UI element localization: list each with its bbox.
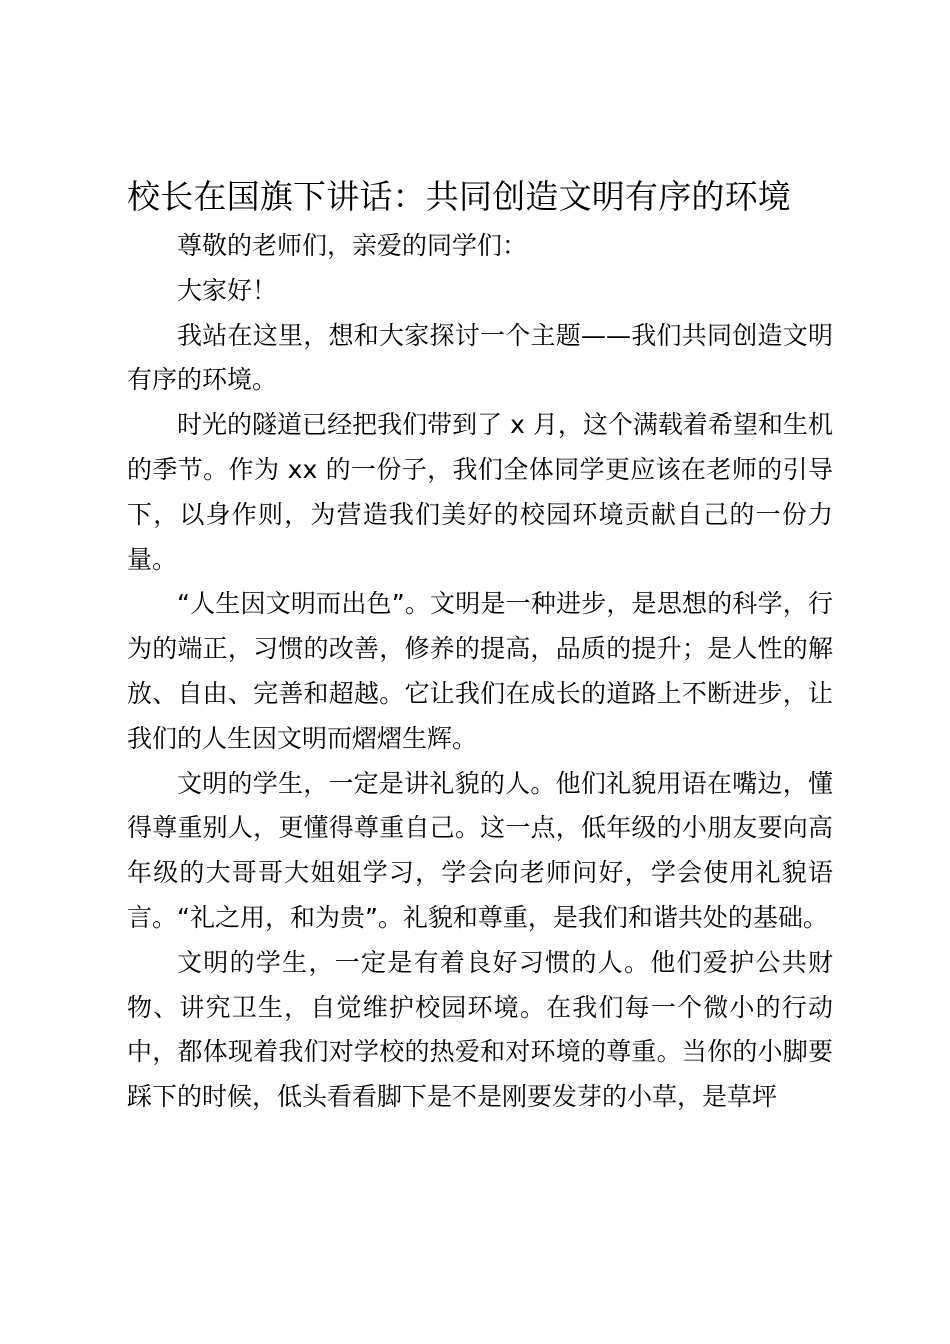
paragraph-civilization: “人生因文明而出色”。文明是一种进步，是思想的科学，行为的端正，习惯的改善，修养的提高，品质的提升；是人性的解放、自由、完善和超越。它让我们在成长的道路上不断进步，让我们的人生因文明而熠熠生辉。 <box>127 589 833 753</box>
document-title: 校长在国旗下讲话：共同创造文明有序的环境 <box>127 177 791 216</box>
paragraph-habits: 文明的学生，一定是有着良好习惯的人。他们爱护公共财物、讲究卫生，自觉维护校园环境。在我们每一个微小的行动中，都体现着我们对学校的热爱和对环境的尊重。当你的小脚要踩下的时候，低头看看脚下是不是刚要发芽的小草，是草坪 <box>127 947 833 1112</box>
paragraph-hello: 大家好！ <box>177 275 278 305</box>
paragraph-topic: 我站在这里，想和大家探讨一个主题——我们共同创造文明有序的环境。 <box>127 320 833 395</box>
paragraph-politeness: 文明的学生，一定是讲礼貌的人。他们礼貌用语在嘴边，懂得尊重别人，更懂得尊重自己。这一点，低年级的小朋友要向高年级的大哥哥大姐姐学习，学会向老师问好，学会使用礼貌语言。“礼之用，和为贵”。礼貌和尊重，是我们和谐共处的基础。 <box>127 768 833 932</box>
document-page <box>127 174 833 1120</box>
paragraph-season: 时光的隧道已经把我们带到了 x 月，这个满载着希望和生机的季节。作为 xx 的一份子，我们全体同学更应该在老师的引导下，以身作则，为营造我们美好的校园环境贡献自己的一份力量。 <box>127 410 833 574</box>
paragraph-greeting: 尊敬的老师们，亲爱的同学们： <box>177 231 528 260</box>
